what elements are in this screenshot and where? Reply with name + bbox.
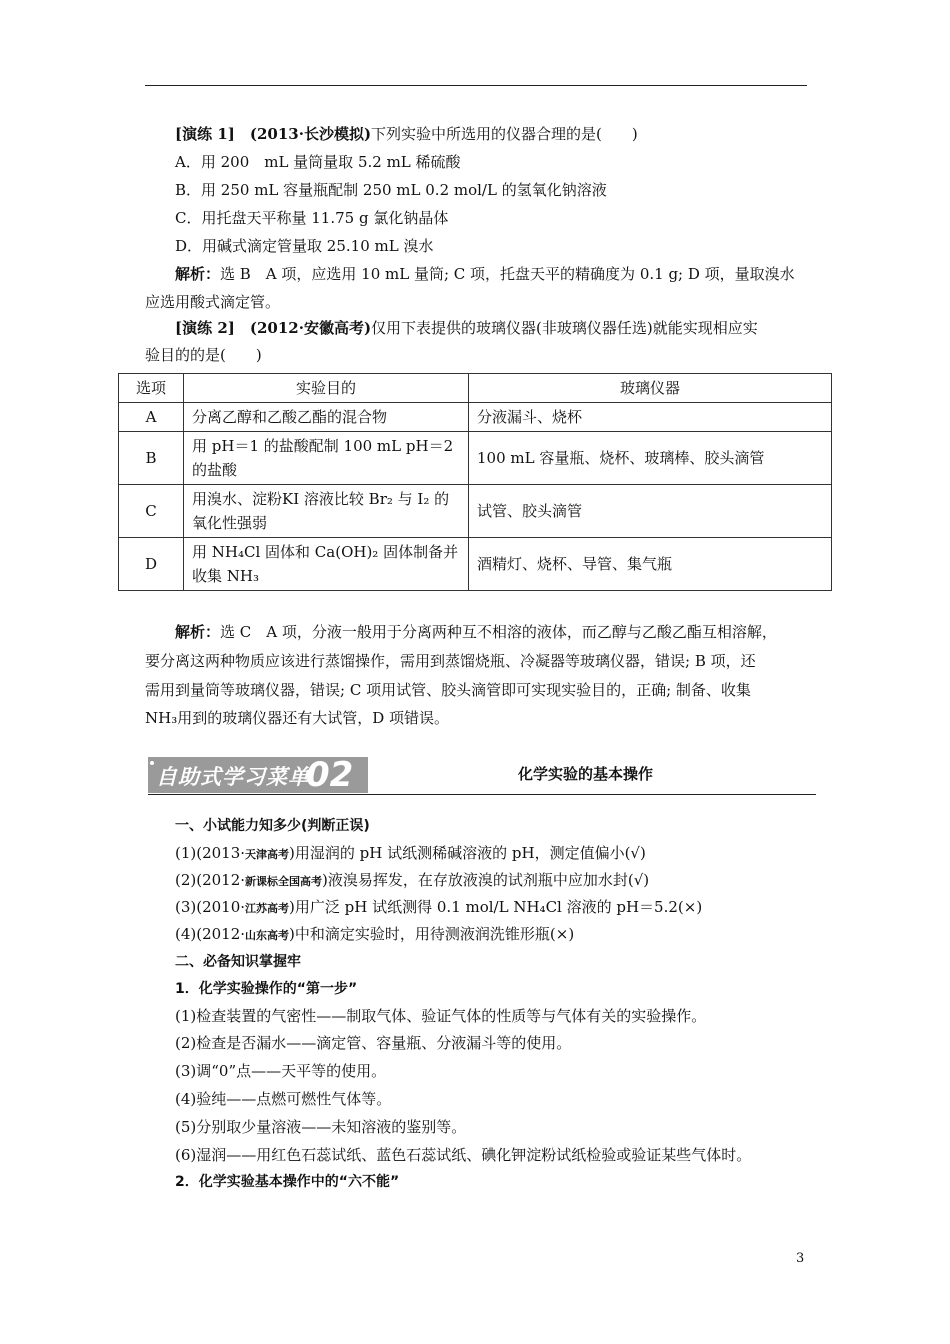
- drill2-analysis-label: 解析：: [175, 623, 221, 641]
- drill1-option-a: A．用 200 mL 量筒量取 5.2 mL 稀硫酸: [175, 153, 461, 171]
- banner-dot: [150, 761, 154, 765]
- table-header: 选项: [119, 374, 184, 403]
- section-rule: [148, 794, 816, 795]
- judge-item: [175, 843, 875, 865]
- knowledge-item: (4)验纯——点燃可燃性气体等。: [175, 1090, 392, 1108]
- judge-item: [175, 870, 875, 892]
- drill2-label: [演练 2]: [175, 319, 235, 337]
- purpose-line: 用 pH＝1 的盐酸配制 100 mL pH＝2: [192, 437, 454, 455]
- knowledge-item: (3)调“0”点——天平等的使用。: [175, 1062, 387, 1080]
- drill1-analysis-text: 选 B A 项，应选用 10 mL 量筒; C 项，托盘天平的精确度为 0.1 g; D 项，量取溴水: [220, 265, 795, 283]
- judge-item-prefix: (3)(2010·: [175, 898, 246, 916]
- drill2-analysis-text: 选 C A 项，分液一般用于分离两种互不相溶的液体，而乙醇与乙酸乙酯互相溶解，: [220, 623, 777, 641]
- drill1-question: [175, 124, 875, 144]
- banner-number: 02: [306, 755, 354, 795]
- knowledge-item: (2)检查是否漏水——滴定管、容量瓶、分液漏斗等的使用。: [175, 1034, 572, 1052]
- drill2-analysis-line: 需用到量筒等玻璃仪器，错误; C 项用试管、胶头滴管即可实现实验目的，正确; 制备、收集: [145, 681, 751, 699]
- judge-item-prefix: (1)(2013·: [175, 844, 246, 862]
- part2-heading: 二、必备知识掌握牢: [175, 954, 301, 970]
- page-number: 3: [796, 1251, 805, 1266]
- judge-item: [175, 924, 875, 946]
- purpose-line: 用溴水、淀粉KI 溶液比较 Br₂ 与 I₂ 的: [192, 490, 450, 508]
- knowledge-item: (6)湿润——用红色石蕊试纸、蓝色石蕊试纸、碘化钾淀粉试纸检验或验证某些气体时。: [175, 1146, 752, 1164]
- instrument-table: [118, 373, 832, 591]
- table-cell-option: B: [119, 432, 184, 485]
- drill1-analysis-cont: 应选用酸式滴定管。: [145, 293, 281, 311]
- judge-item-text: )中和滴定实验时，用待测液润洗锥形瓶(×): [289, 925, 575, 943]
- drill2-question: [175, 318, 875, 338]
- drill2-question-text: 仅用下表提供的玻璃仪器(非玻璃仪器任选)就能实现相应实: [371, 319, 758, 337]
- table-cell-glass: 试管、胶头滴管: [469, 485, 832, 538]
- judge-item-text: )液溴易挥发，在存放液溴的试剂瓶中应加水封(√): [322, 871, 650, 889]
- knowledge-item: (5)分别取少量溶液——未知溶液的鉴别等。: [175, 1118, 467, 1136]
- table-cell-purpose: [184, 432, 469, 485]
- drill1-analysis: [175, 264, 875, 284]
- part2-subheading: 1．化学实验操作的“第一步”: [175, 981, 358, 997]
- table-cell-option: D: [119, 538, 184, 591]
- drill2-analysis-line: 要分离这两种物质应该进行蒸馏操作，需用到蒸馏烧瓶、冷凝器等玻璃仪器，错误; B 项，还: [145, 652, 756, 670]
- judge-item-source: 天津高考: [245, 848, 290, 861]
- judge-item-prefix: (2)(2012·: [175, 871, 246, 889]
- drill1-source: (2013·长沙模拟): [249, 125, 372, 143]
- judge-item-source: 江苏高考: [245, 902, 290, 915]
- table-cell-purpose: [184, 538, 469, 591]
- purpose-line: 氧化性强弱: [192, 514, 268, 532]
- purpose-line: 收集 NH₃: [192, 567, 259, 585]
- purpose-line: 的盐酸: [192, 461, 238, 479]
- table-row: [119, 485, 832, 538]
- section-title: 化学实验的基本操作: [518, 765, 654, 783]
- table-cell-glass: 分液漏斗、烧杯: [469, 403, 832, 432]
- drill1-label: [演练 1]: [175, 125, 235, 143]
- header-rule: [145, 85, 807, 86]
- judge-item-prefix: (4)(2012·: [175, 925, 246, 943]
- drill2-question-cont: 验目的的是( ): [145, 346, 262, 364]
- table-cell-option: C: [119, 485, 184, 538]
- judge-item: [175, 897, 875, 919]
- banner-text: 自助式学习菜单: [156, 765, 310, 789]
- purpose-line: 用 NH₄Cl 固体和 Ca(OH)₂ 固体制备并: [192, 543, 459, 561]
- drill1-option-b: B．用 250 mL 容量瓶配制 250 mL 0.2 mol/L 的氢氧化钠溶液: [175, 181, 607, 199]
- table-header-row: [119, 374, 832, 403]
- table-header: 实验目的: [184, 374, 469, 403]
- drill1-option-d: D．用碱式滴定管量取 25.10 mL 溴水: [175, 237, 434, 255]
- judge-item-source: 山东高考: [245, 929, 290, 942]
- knowledge-item: (1)检查装置的气密性——制取气体、验证气体的性质等与气体有关的实验操作。: [175, 1007, 707, 1025]
- table-cell-purpose: [184, 485, 469, 538]
- part1-heading: 一、小试能力知多少(判断正误): [175, 818, 370, 834]
- judge-item-text: )用湿润的 pH 试纸测稀碱溶液的 pH，测定值偏小(√): [289, 844, 646, 862]
- part2-subheading: 2．化学实验基本操作中的“六不能”: [175, 1174, 400, 1190]
- judge-item-source: 新课标全国高考: [245, 875, 323, 888]
- table-cell-purpose: 分离乙醇和乙酸乙酯的混合物: [184, 403, 469, 432]
- drill1-question-text: 下列实验中所选用的仪器合理的是( ): [371, 125, 638, 143]
- drill2-source: (2012·安徽高考): [249, 319, 372, 337]
- table-cell-glass: 酒精灯、烧杯、导管、集气瓶: [469, 538, 832, 591]
- table-header: 玻璃仪器: [469, 374, 832, 403]
- table-cell-option: A: [119, 403, 184, 432]
- drill2-analysis: [175, 622, 875, 642]
- drill1-option-c: C．用托盘天平称量 11.75 g 氯化钠晶体: [175, 209, 449, 227]
- drill1-analysis-label: 解析：: [175, 265, 221, 283]
- judge-item-text: )用广泛 pH 试纸测得 0.1 mol/L NH₄Cl 溶液的 pH＝5.2(×): [289, 898, 703, 916]
- table-row: [119, 403, 832, 432]
- table-cell-glass: 100 mL 容量瓶、烧杯、玻璃棒、胶头滴管: [469, 432, 832, 485]
- table-row: [119, 538, 832, 591]
- section-banner: [148, 757, 368, 793]
- drill2-analysis-line: NH₃用到的玻璃仪器还有大试管，D 项错误。: [145, 709, 450, 727]
- table-row: [119, 432, 832, 485]
